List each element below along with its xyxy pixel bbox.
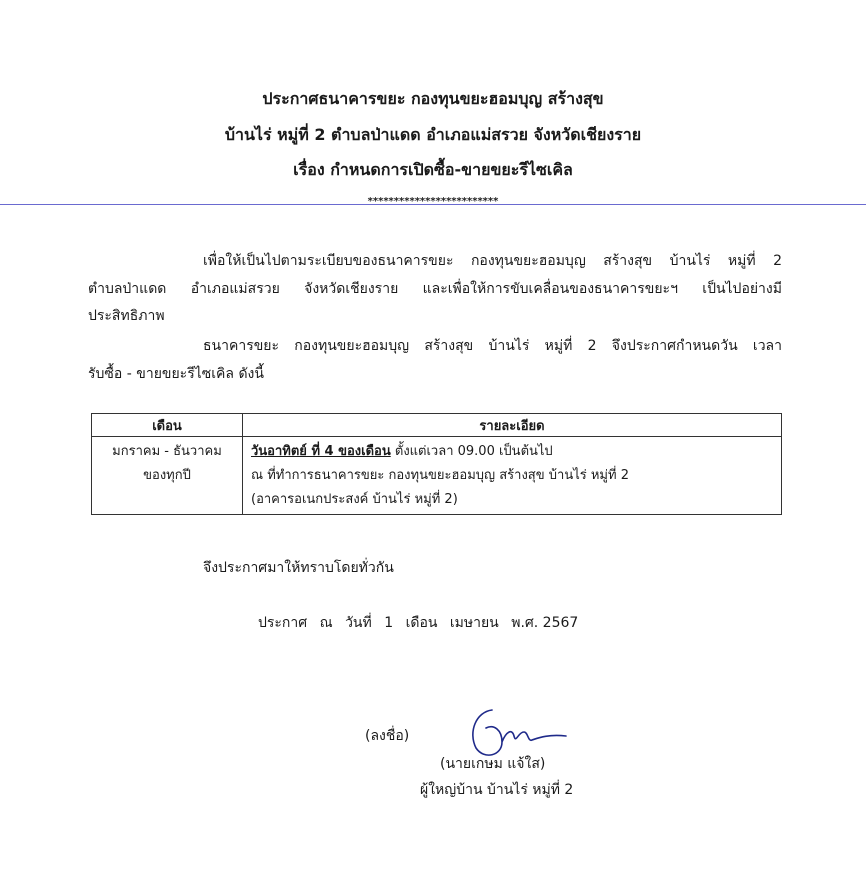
paragraph-2-line-2: รับซื้อ - ขายขยะรีไซเคิล ดังนี้ — [88, 366, 264, 382]
date-part: วันที่ — [345, 615, 372, 631]
announcement-date — [258, 613, 586, 633]
signature-label: (ลงชื่อ) — [365, 728, 410, 744]
signatory-name: (นายเกษม แจ้ใส) — [440, 756, 546, 772]
title-line-2: บ้านไร่ หมู่ที่ 2 ตำบลป่าแดด อำเภอแม่สรวย จังหวัดเชียงราย — [224, 125, 642, 144]
month-cell — [92, 437, 243, 515]
paragraph-1-line-1: เพื่อให้เป็นไปตามระเบียบของธนาคารขยะ กองทุนขยะฮอมบุญ สร้างสุข บ้านไร่ หมู่ที่ 2 — [203, 253, 782, 269]
paragraph-2-line-1: ธนาคารขยะ กองทุนขยะฮอมบุญ สร้างสุข บ้านไร่ หมู่ที่ 2 จึงประกาศกำหนดวัน เวลา — [203, 338, 782, 354]
signatory-title: ผู้ใหญ่บ้าน บ้านไร่ หมู่ที่ 2 — [420, 782, 574, 798]
table-row — [92, 437, 782, 515]
month-range: มกราคม - ธันวาคม — [112, 444, 222, 459]
date-part: 1 — [384, 615, 394, 631]
asterisk-separator: ************************* — [367, 196, 499, 207]
detail-line-1 — [251, 440, 775, 464]
title-line-3: เรื่อง กำหนดการเปิดซื้อ-ขายขยะรีไซเคิล — [293, 160, 573, 179]
detail-cell — [243, 437, 782, 515]
handwritten-signature — [462, 702, 572, 762]
title-line-1: ประกาศธนาคารขยะ กองทุนขยะฮอมบุญ สร้างสุข — [262, 89, 604, 108]
paragraph-1-line-2: ตำบลป่าแดด อำเภอแม่สรวย จังหวัดเชียงราย และเพื่อให้การขับเคลื่อนของธนาคารขยะฯ เป็นไปอย่างมี — [88, 281, 782, 297]
paragraph-1-line-3: ประสิทธิภาพ — [88, 308, 165, 324]
date-part: ณ — [319, 615, 333, 631]
detail-line-2: ณ ที่ทำการธนาคารขยะ กองทุนขยะฮอมบุญ สร้างสุข บ้านไร่ หมู่ที่ 2 — [251, 468, 629, 483]
date-part: ประกาศ — [258, 615, 308, 631]
table-header-row — [92, 414, 782, 437]
date-part: เมษายน — [449, 615, 499, 631]
column-header-detail: รายละเอียด — [243, 414, 782, 437]
detail-line-3: (อาคารอเนกประสงค์ บ้านไร่ หมู่ที่ 2) — [251, 492, 458, 507]
date-part: เดือน — [405, 615, 438, 631]
schedule-table — [91, 413, 782, 515]
date-part: พ.ศ. 2567 — [511, 615, 579, 631]
detail-time: ตั้งแต่เวลา 09.00 เป็นต้นไป — [390, 444, 553, 459]
detail-day-emphasis: วันอาทิตย์ ที่ 4 ของเดือน — [251, 444, 391, 459]
announcement-closing: จึงประกาศมาให้ทราบโดยทั่วกัน — [203, 560, 394, 576]
column-header-month: เดือน — [92, 414, 243, 437]
month-note: ของทุกปี — [143, 468, 191, 483]
